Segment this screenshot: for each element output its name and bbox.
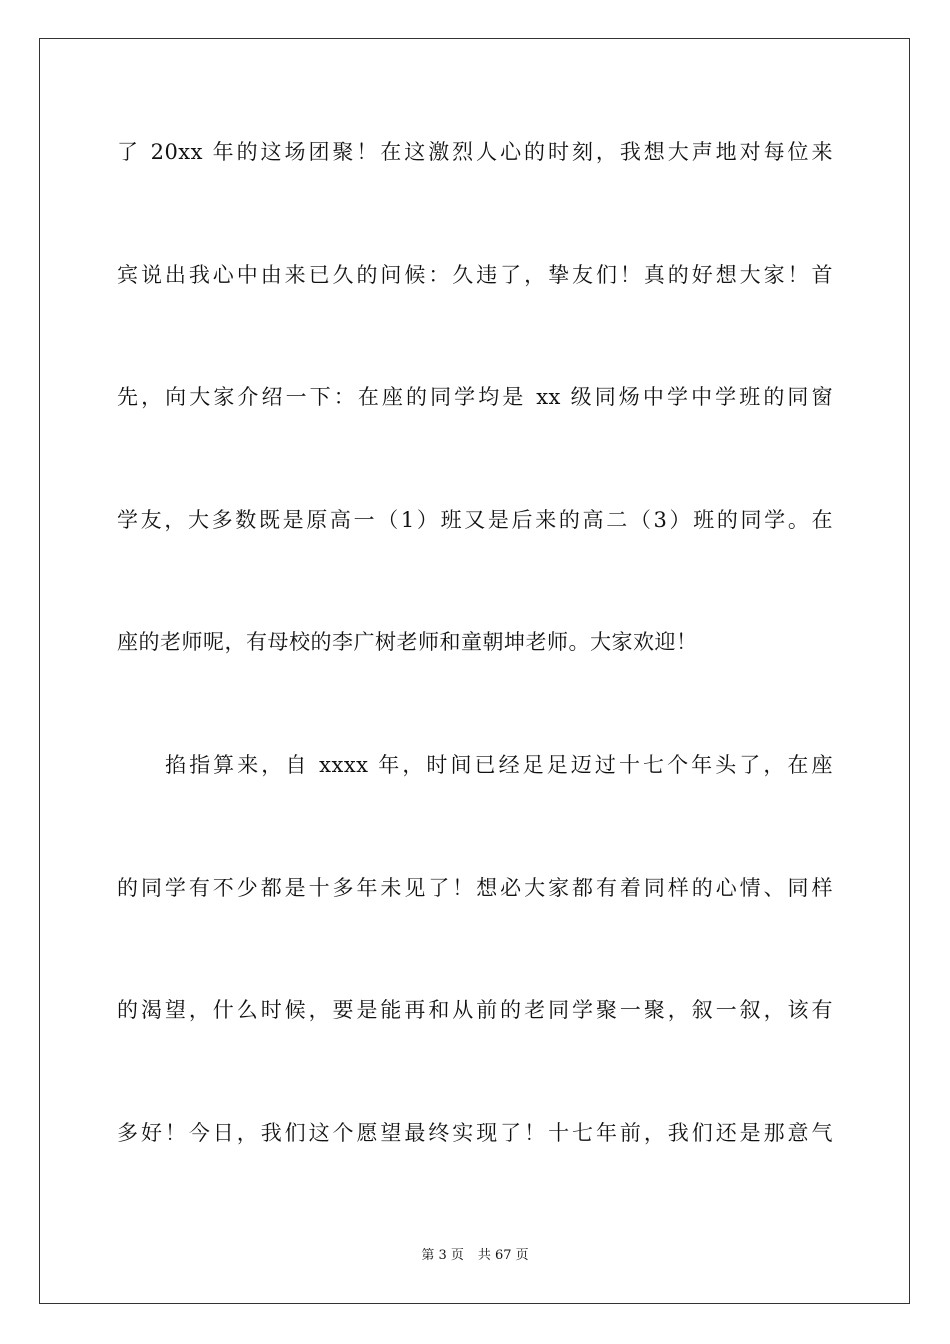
text-line: 座的老师呢，有母校的李广树老师和童朝坤老师。大家欢迎！: [117, 630, 698, 655]
page-number: 第 3 页: [421, 1248, 464, 1263]
document-body: [117, 128, 833, 1231]
text-line: 学友，大多数既是原高一（1）班又是后来的高二（3）班的同学。在: [117, 507, 833, 532]
page-total: 共 67 页: [477, 1248, 529, 1263]
page-footer: [0, 1246, 950, 1266]
text-line: 多好！今日，我们这个愿望最终实现了！十七年前，我们还是那意气: [117, 1120, 833, 1145]
text-line: 先，向大家介绍一下：在座的同学均是 xx 级同炀中学中学班的同窗: [117, 385, 833, 410]
text-line: 的渴望，什么时候，要是能再和从前的老同学聚一聚，叙一叙，该有: [117, 998, 833, 1023]
text-line: 的同学有不少都是十多年未见了！想必大家都有着同样的心情、同样: [117, 875, 833, 900]
text-line: 宾说出我心中由来已久的问候：久违了，挚友们！真的好想大家！首: [117, 262, 833, 287]
paragraph-start-line: 掐指算来，自 xxxx 年，时间已经足足迈过十七个年头了，在座: [165, 752, 833, 777]
text-line: 了 20xx 年的这场团聚！在这激烈人心的时刻，我想大声地对每位来: [117, 140, 833, 164]
